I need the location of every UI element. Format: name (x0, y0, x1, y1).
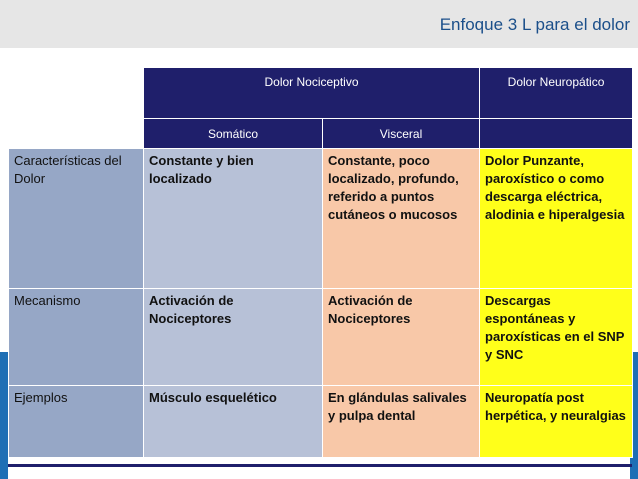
header-neuropatico: Dolor Neuropático (480, 68, 633, 119)
table-row (9, 149, 633, 289)
row-label-caracteristicas: Características del Dolor (9, 149, 144, 289)
cell-visceral: En glándulas salivales y pulpa dental (323, 386, 480, 458)
table-row (9, 289, 633, 386)
header-neuro-blank (480, 119, 633, 149)
header-somatico: Somático (144, 119, 323, 149)
left-accent-bar (0, 352, 8, 479)
slide-title: Enfoque 3 L para el dolor (439, 15, 630, 34)
row-label-ejemplos: Ejemplos (9, 386, 144, 458)
cell-neuropatico: Neuropatía post herpética, y neuralgias (480, 386, 633, 458)
header-sub-corner (9, 119, 144, 149)
cell-somatico: Constante y bien localizado (144, 149, 323, 289)
header-nociceptivo: Dolor Nociceptivo (144, 68, 480, 119)
title-bar (0, 0, 638, 48)
header-corner (9, 68, 144, 119)
cell-neuropatico: Descargas espontáneas y paroxísticas en el SNP y SNC (480, 289, 633, 386)
cell-somatico: Músculo esquelético (144, 386, 323, 458)
cell-neuropatico: Dolor Punzante, paroxístico o como descarga eléctrica, alodinia e hiperalgesia (480, 149, 633, 289)
row-label-mecanismo: Mecanismo (9, 289, 144, 386)
cell-somatico: Activación de Nociceptores (144, 289, 323, 386)
header-visceral: Visceral (323, 119, 480, 149)
header-row-sub (9, 119, 633, 149)
pain-classification-table (8, 67, 633, 458)
cell-visceral: Activación de Nociceptores (323, 289, 480, 386)
cell-visceral: Constante, poco localizado, profundo, referido a puntos cutáneos o mucosos (323, 149, 480, 289)
table-bottom-border (8, 464, 632, 467)
table-row (9, 386, 633, 458)
header-row-top (9, 68, 633, 119)
